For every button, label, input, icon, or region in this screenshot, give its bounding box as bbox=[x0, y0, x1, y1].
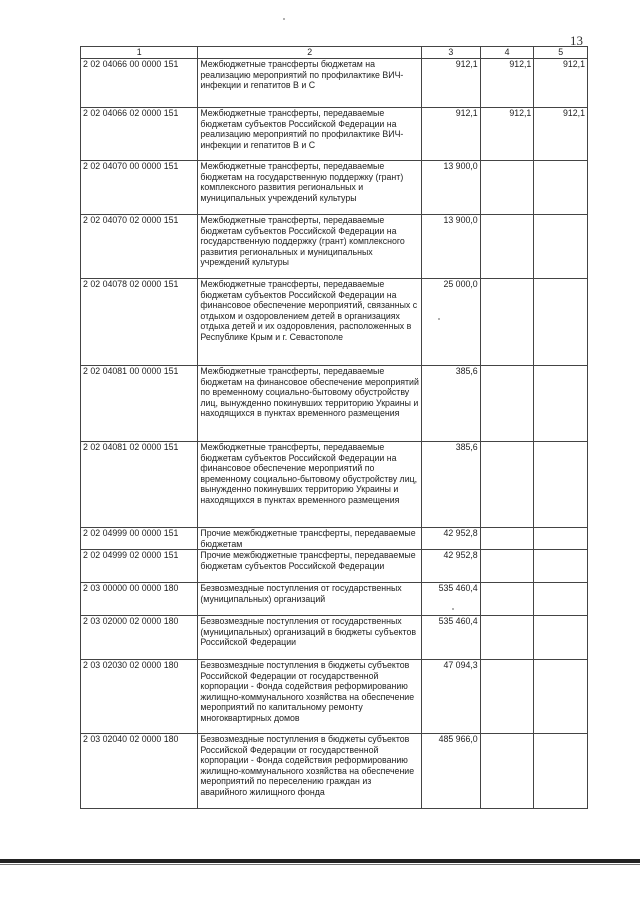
amount-col-5 bbox=[534, 215, 588, 279]
budget-table bbox=[80, 46, 588, 809]
budget-item-name: Межбюджетные трансферты, передаваемые бюджетам на финансовое обеспечение мероприятий по временному социально-бытовому обустройству лиц, вынужденно покинувших территорию Украины и находящихся в пунктах временного размещения bbox=[198, 366, 422, 442]
scan-speck bbox=[452, 608, 454, 610]
header-col-3: 3 bbox=[422, 47, 481, 59]
amount-col-5 bbox=[534, 528, 588, 550]
header-row bbox=[81, 47, 588, 59]
amount-col-3: 47 094,3 bbox=[422, 660, 481, 734]
amount-col-4 bbox=[480, 660, 534, 734]
table-row bbox=[81, 734, 588, 809]
amount-col-4 bbox=[480, 442, 534, 528]
scan-bottom-border bbox=[0, 859, 640, 863]
budget-item-name: Межбюджетные трансферты, передаваемые бюджетам субъектов Российской Федерации на финансовое обеспечение мероприятий, связанных с отдыхом и оздоровлением детей в организациях отдыха детей и их оздоровления, расположенных в Республике Крым и г. Севастополе bbox=[198, 279, 422, 366]
header-col-5: 5 bbox=[534, 47, 588, 59]
budget-code: 2 03 02000 02 0000 180 bbox=[81, 616, 198, 660]
budget-code: 2 02 04066 02 0000 151 bbox=[81, 108, 198, 161]
budget-item-name: Прочие межбюджетные трансферты, передаваемые бюджетам bbox=[198, 528, 422, 550]
amount-col-4: 912,1 bbox=[480, 108, 534, 161]
budget-code: 2 03 02040 02 0000 180 bbox=[81, 734, 198, 809]
budget-item-name: Безвозмездные поступления в бюджеты субъектов Российской Федерации от государственной корпорации - Фонда содействия реформированию жилищно-коммунального хозяйства на обеспечение мероприятий по переселению граждан из аварийного жилищного фонда bbox=[198, 734, 422, 809]
page-number: 13 bbox=[570, 33, 583, 48]
amount-col-3: 912,1 bbox=[422, 108, 481, 161]
amount-col-5 bbox=[534, 161, 588, 215]
budget-item-name: Межбюджетные трансферты, передаваемые бюджетам на государственную поддержку (грант) комплексного развития региональных и муниципальных учреждений культуры bbox=[198, 161, 422, 215]
budget-item-name: Межбюджетные трансферты, передаваемые бюджетам субъектов Российской Федерации на финансовое обеспечение мероприятий по временному социально-бытовому обустройству лиц, вынужденно покинувших территорию Украины и находящихся в пунктах временного размещения bbox=[198, 442, 422, 528]
table-row bbox=[81, 161, 588, 215]
amount-col-5 bbox=[534, 279, 588, 366]
budget-item-name: Безвозмездные поступления от государственных (муниципальных) организаций в бюджеты субъектов Российской Федерации bbox=[198, 616, 422, 660]
table-row bbox=[81, 616, 588, 660]
table-row bbox=[81, 528, 588, 550]
budget-code: 2 02 04999 02 0000 151 bbox=[81, 550, 198, 583]
amount-col-5 bbox=[534, 442, 588, 528]
table-row bbox=[81, 59, 588, 108]
amount-col-3: 385,6 bbox=[422, 366, 481, 442]
table-row bbox=[81, 583, 588, 616]
table-row bbox=[81, 660, 588, 734]
amount-col-4 bbox=[480, 583, 534, 616]
amount-col-4 bbox=[480, 528, 534, 550]
amount-col-4 bbox=[480, 279, 534, 366]
budget-code: 2 03 02030 02 0000 180 bbox=[81, 660, 198, 734]
amount-col-3: 42 952,8 bbox=[422, 528, 481, 550]
budget-item-name: Межбюджетные трансферты бюджетам на реализацию мероприятий по профилактике ВИЧ-инфекции и гепатитов В и С bbox=[198, 59, 422, 108]
amount-col-3: 13 900,0 bbox=[422, 161, 481, 215]
scan-speck bbox=[283, 18, 285, 20]
table-row bbox=[81, 366, 588, 442]
amount-col-4 bbox=[480, 366, 534, 442]
table-row bbox=[81, 550, 588, 583]
amount-col-5: 912,1 bbox=[534, 59, 588, 108]
header-col-2: 2 bbox=[198, 47, 422, 59]
header-col-1: 1 bbox=[81, 47, 198, 59]
budget-item-name: Безвозмездные поступления в бюджеты субъектов Российской Федерации от государственной корпорации - Фонда содействия реформированию жилищно-коммунального хозяйства на обеспечение мероприятий по капитальному ремонту многоквартирных домов bbox=[198, 660, 422, 734]
amount-col-5 bbox=[534, 366, 588, 442]
amount-col-5 bbox=[534, 616, 588, 660]
amount-col-3: 13 900,0 bbox=[422, 215, 481, 279]
budget-code: 2 02 04066 00 0000 151 bbox=[81, 59, 198, 108]
budget-item-name: Прочие межбюджетные трансферты, передаваемые бюджетам субъектов Российской Федерации bbox=[198, 550, 422, 583]
budget-item-name: Безвозмездные поступления от государственных (муниципальных) организаций bbox=[198, 583, 422, 616]
amount-col-3: 385,6 bbox=[422, 442, 481, 528]
table-row bbox=[81, 108, 588, 161]
amount-col-5 bbox=[534, 583, 588, 616]
table-row bbox=[81, 442, 588, 528]
budget-code: 2 02 04999 00 0000 151 bbox=[81, 528, 198, 550]
amount-col-3: 25 000,0 bbox=[422, 279, 481, 366]
amount-col-4 bbox=[480, 550, 534, 583]
amount-col-4 bbox=[480, 616, 534, 660]
budget-code: 2 02 04070 00 0000 151 bbox=[81, 161, 198, 215]
amount-col-4 bbox=[480, 215, 534, 279]
budget-code: 2 02 04078 02 0000 151 bbox=[81, 279, 198, 366]
amount-col-3: 485 966,0 bbox=[422, 734, 481, 809]
budget-item-name: Межбюджетные трансферты, передаваемые бюджетам субъектов Российской Федерации на реализацию мероприятий по профилактике ВИЧ-инфекции и гепатитов В и С bbox=[198, 108, 422, 161]
amount-col-5: 912,1 bbox=[534, 108, 588, 161]
budget-code: 2 03 00000 00 0000 180 bbox=[81, 583, 198, 616]
budget-code: 2 02 04081 00 0000 151 bbox=[81, 366, 198, 442]
budget-item-name: Межбюджетные трансферты, передаваемые бюджетам субъектов Российской Федерации на государственную поддержку (грант) комплексного развития региональных и муниципальных учреждений культуры bbox=[198, 215, 422, 279]
budget-code: 2 02 04081 02 0000 151 bbox=[81, 442, 198, 528]
amount-col-4: 912,1 bbox=[480, 59, 534, 108]
amount-col-3: 535 460,4 bbox=[422, 616, 481, 660]
amount-col-3: 535 460,4 bbox=[422, 583, 481, 616]
amount-col-5 bbox=[534, 660, 588, 734]
amount-col-3: 42 952,8 bbox=[422, 550, 481, 583]
scan-bottom-border-thin bbox=[0, 864, 640, 865]
amount-col-4 bbox=[480, 734, 534, 809]
table-row bbox=[81, 279, 588, 366]
amount-col-4 bbox=[480, 161, 534, 215]
header-col-4: 4 bbox=[480, 47, 534, 59]
table-row bbox=[81, 215, 588, 279]
amount-col-5 bbox=[534, 550, 588, 583]
scan-speck bbox=[438, 318, 440, 320]
amount-col-3: 912,1 bbox=[422, 59, 481, 108]
amount-col-5 bbox=[534, 734, 588, 809]
budget-code: 2 02 04070 02 0000 151 bbox=[81, 215, 198, 279]
